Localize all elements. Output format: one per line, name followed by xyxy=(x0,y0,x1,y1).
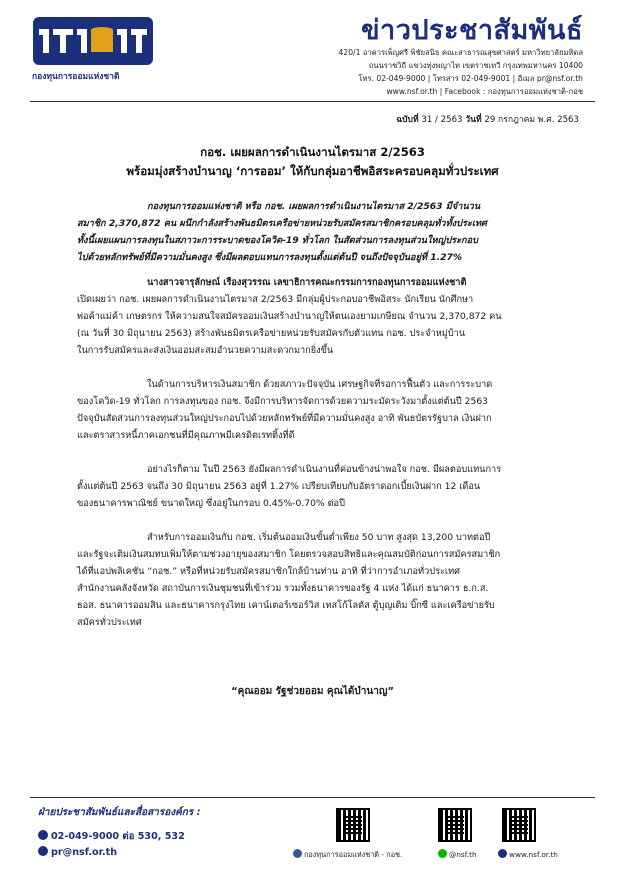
date-label: วันที่ xyxy=(465,115,482,125)
body-line: (ณ วันที่ 30 มิถุนายน 2563) สร้างพันธมิตรเครือข่ายหน่วยรับสมัครกับตัวแทน กอช. ประจำหมู่บ้าน xyxy=(77,328,466,339)
lead-line: ทั้งนี้เผยแผนการลงทุนในสภาวะการระบาดของโควิด-19 ทั่วโลก ในสัดส่วนการลงทุนส่วนใหญ่ประกอบ xyxy=(77,235,478,246)
website-label[interactable]: www.nsf.or.th xyxy=(509,850,558,859)
body-line: ของธนาคารพาณิชย์ ขนาดใหญ่ ซึ่งอยู่ในกรอบ 0.45%-0.70% ต่อปี xyxy=(77,498,345,509)
header-divider xyxy=(30,101,595,102)
body-line: ได้ที่แอปพลิเคชัน “กอช.” หรือที่หน่วยรับสมัครสมาชิกใกล้บ้านท่าน อาทิ ที่ว่าการอำเภอทั่วประเทศ xyxy=(77,566,460,577)
facebook-label[interactable]: กองทุนการออมแห่งชาติ - กอช. xyxy=(304,850,403,859)
lead-line: ไปด้วยหลักทรัพย์ที่มีความมั่นคงสูง ซึ่งมีผลตอบแทนการลงทุนตั้งแต่ต้นปี จนถึงปัจจุบันอยู่ที่ 1.27% xyxy=(77,252,463,263)
body-line: ของโควิด-19 ทั่วโลก การลงทุนของ กอช. จึงมีการบริหารจัดการด้วยความระมัดระวังมาตั้งแต่ต้นปี 2563 xyxy=(77,396,489,407)
address-line: 420/1 อาคารเพ็ญศรี พิชัยสนิธ คณะสาธารณสุขศาสตร์ มหาวิทยาลัยมหิดล xyxy=(338,48,583,57)
lead-line: กองทุนการออมแห่งชาติ หรือ กอช. เผยผลการดำเนินงานไตรมาส 2/2563 มีจำนวน xyxy=(147,201,481,212)
facebook-icon xyxy=(293,849,302,858)
body-line: สำนักงานคลังจังหวัด สถาบันการเงินชุมชนที่เข้าร่วม รวมทั้งธนาคารของรัฐ 4 แห่ง ได้แก่ ธนาคาร ธ.ก.ส. xyxy=(77,583,489,594)
body-line: สำหรับการออมเงินกับ กอช. เริ่มต้นออมเงินขั้นต่ำเพียง 50 บาท สูงสุด 13,200 บาทต่อปี xyxy=(147,532,491,543)
nsf-logo xyxy=(33,15,153,67)
body-line: สมัครทั่วประเทศ xyxy=(77,617,142,628)
body-line: และตราสารหนี้ภาคเอกชนที่มีคุณภาพมีเครดิตเรทติ้งที่ดี xyxy=(77,430,295,441)
body-line: ในด้านการบริหารเงินสมาชิก ด้วยสภาวะปัจจุบัน เศรษฐกิจที่รอการฟื้นตัว และการระบาด xyxy=(147,379,493,390)
body-line: พ่อค้าแม่ค้า เกษตรกร ให้ความสนใจสมัครออมเงินสร้างบำนาญให้ตนเองยามเกษียณ จำนวน 2,370,872 คน xyxy=(77,311,502,322)
footer-divider xyxy=(30,797,595,798)
social-line[interactable] xyxy=(438,849,477,859)
logo-caption: กองทุนการออมแห่งชาติ xyxy=(32,72,120,82)
email-text[interactable]: pr@nsf.or.th xyxy=(51,847,118,858)
line-qr-code xyxy=(438,808,472,842)
issue-info xyxy=(396,112,579,126)
issue-label: ฉบับที่ xyxy=(396,115,419,125)
body-line: ในการรับสมัครและส่งเงินออมสะสมอำนวยความสะดวกมากยิ่งขึ้น xyxy=(77,345,334,356)
line-icon xyxy=(438,849,447,858)
facebook-qr-code xyxy=(336,808,370,842)
subheadline: พร้อมมุ่งสร้างบำนาญ ‘การออม’ ให้กับกลุ่มอาชีพอิสระครอบคลุมทั่วประเทศ xyxy=(126,164,499,178)
social-facebook[interactable] xyxy=(293,849,402,861)
phone-text: 02-049-9000 ต่อ 530, 532 xyxy=(51,831,185,842)
issue-number: 31 / 2563 xyxy=(421,115,463,125)
address-line: ถนนราชวิถี แขวงทุ่งพญาไท เขตราชเทวี กรุงเทพมหานคร 10400 xyxy=(368,61,583,70)
globe-icon xyxy=(498,849,507,858)
phone-icon xyxy=(38,830,48,840)
slogan: “คุณออม รัฐช่วยออม คุณได้บำนาญ” xyxy=(231,686,394,697)
body-line: อย่างไรก็ตาม ในปี 2563 ยังมีผลการดำเนินงานที่ค่อนข้างน่าพอใจ กอช. มีผลตอบแทนการ xyxy=(147,464,502,475)
footer-email[interactable] xyxy=(38,846,117,858)
website-qr-code xyxy=(502,808,536,842)
body-line: ธอส. ธนาคารออมสิน และธนาคารกรุงไทย เคาน์เตอร์เซอร์วิส เทสโก้โลตัส ตู้บุญเติม บิ๊กซี และเครือข่ายรับ xyxy=(77,600,495,611)
email-icon xyxy=(38,846,48,856)
body-line: ปัจจุบันสัดส่วนการลงทุนส่วนใหญ่ประกอบไปด้วยหลักทรัพย์ที่มีความมั่นคงสูง อาทิ พันธบัตรรัฐบาล เงินฝาก xyxy=(77,413,492,424)
social-web[interactable] xyxy=(498,849,558,859)
page-header-title: ข่าวประชาสัมพันธ์ xyxy=(361,15,583,46)
headline: กอช. เผยผลการดำเนินงานไตรมาส 2/2563 xyxy=(200,145,425,159)
issue-date: 29 กรกฎาคม พ.ศ. 2563 xyxy=(484,115,579,125)
web-line: www.nsf.or.th | Facebook : กองทุนการออมแห่งชาติ-กอช xyxy=(386,87,583,96)
body-line: เปิดเผยว่า กอช. เผยผลการดำเนินงานไตรมาส 2/2563 มีกลุ่มผู้ประกอบอาชีพอิสระ นักเรียน นักศึกษา xyxy=(77,294,474,305)
body-line: และรัฐจะเติมเงินสมทบเพิ่มให้ตามช่วงอายุของสมาชิก โดยตรวจสอบสิทธิและคุณสมบัติก่อนการสมัครสมาชิก xyxy=(77,549,501,560)
lead-line: สมาชิก 2,370,872 คน ผนึกกำลังสร้างพันธมิตรเครือข่ายหน่วยรับสมัครสมาชิกครอบคลุมทั่วทั้งประเทศ xyxy=(77,218,487,229)
line-label[interactable]: @nsf.th xyxy=(449,850,477,859)
speaker-line: นางสาวจารุลักษณ์ เรืองสุวรรณ เลขาธิการคณะกรรมการกองทุนการออมแห่งชาติ xyxy=(147,277,467,288)
footer-phone xyxy=(38,829,185,844)
footer-title: ฝ่ายประชาสัมพันธ์และสื่อสารองค์กร : xyxy=(38,807,201,818)
contact-line: โทร. 02-049-9000 | โทรสาร 02-049-9001 | อีเมล pr@nsf.or.th xyxy=(358,74,583,83)
body-line: ตั้งแต่ต้นปี 2563 จนถึง 30 มิถุนายน 2563 อยู่ที่ 1.27% เปรียบเทียบกับอัตราดอกเบี้ยเงินฝาก 12 เดือน xyxy=(77,481,481,492)
